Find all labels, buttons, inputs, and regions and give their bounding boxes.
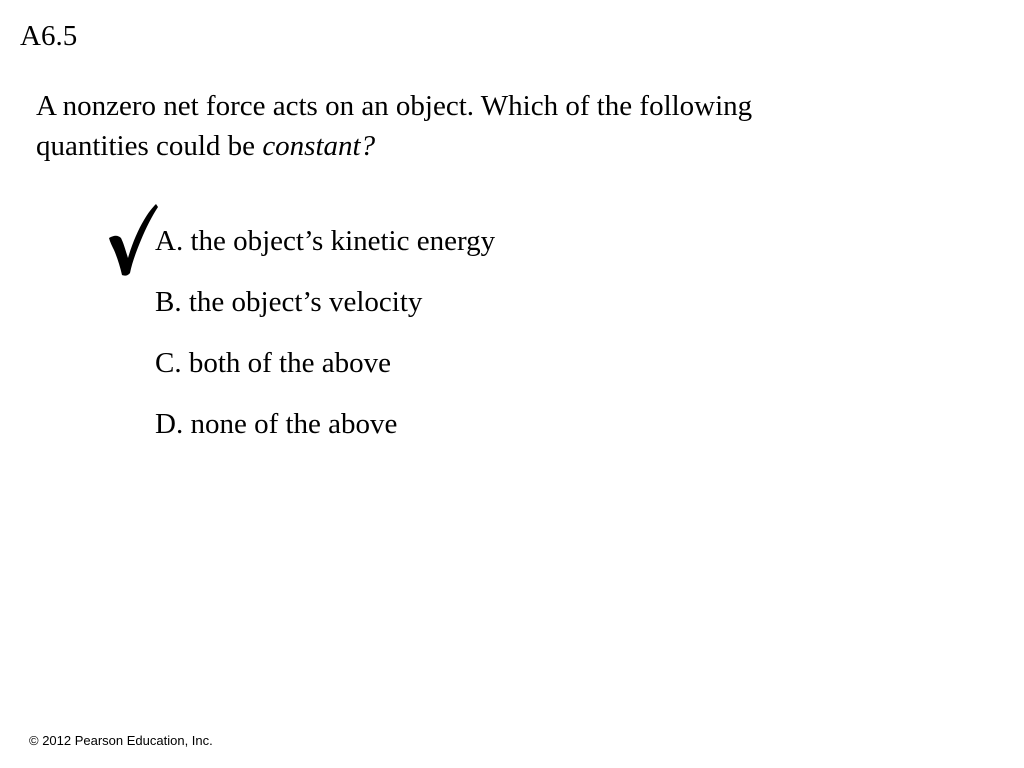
question-line-2-prefix: quantities could be xyxy=(36,130,263,162)
question-emphasis: constant? xyxy=(262,130,376,162)
checkmark-icon xyxy=(106,200,158,278)
answer-choices xyxy=(155,221,495,465)
copyright-footer: © 2012 Pearson Education, Inc. xyxy=(29,733,213,748)
checkmark-shape xyxy=(109,204,158,276)
question-text xyxy=(36,86,936,166)
question-line-1: A nonzero net force acts on an object. Which of the following xyxy=(36,90,753,122)
choice-d[interactable]: D. none of the above xyxy=(155,408,398,440)
question-line-2 xyxy=(36,126,936,166)
choice-a[interactable]: A. the object’s kinetic energy xyxy=(155,225,496,257)
choice-b[interactable]: B. the object’s velocity xyxy=(155,286,423,318)
slide-id: A6.5 xyxy=(20,20,78,52)
choice-c[interactable]: C. both of the above xyxy=(155,347,391,379)
